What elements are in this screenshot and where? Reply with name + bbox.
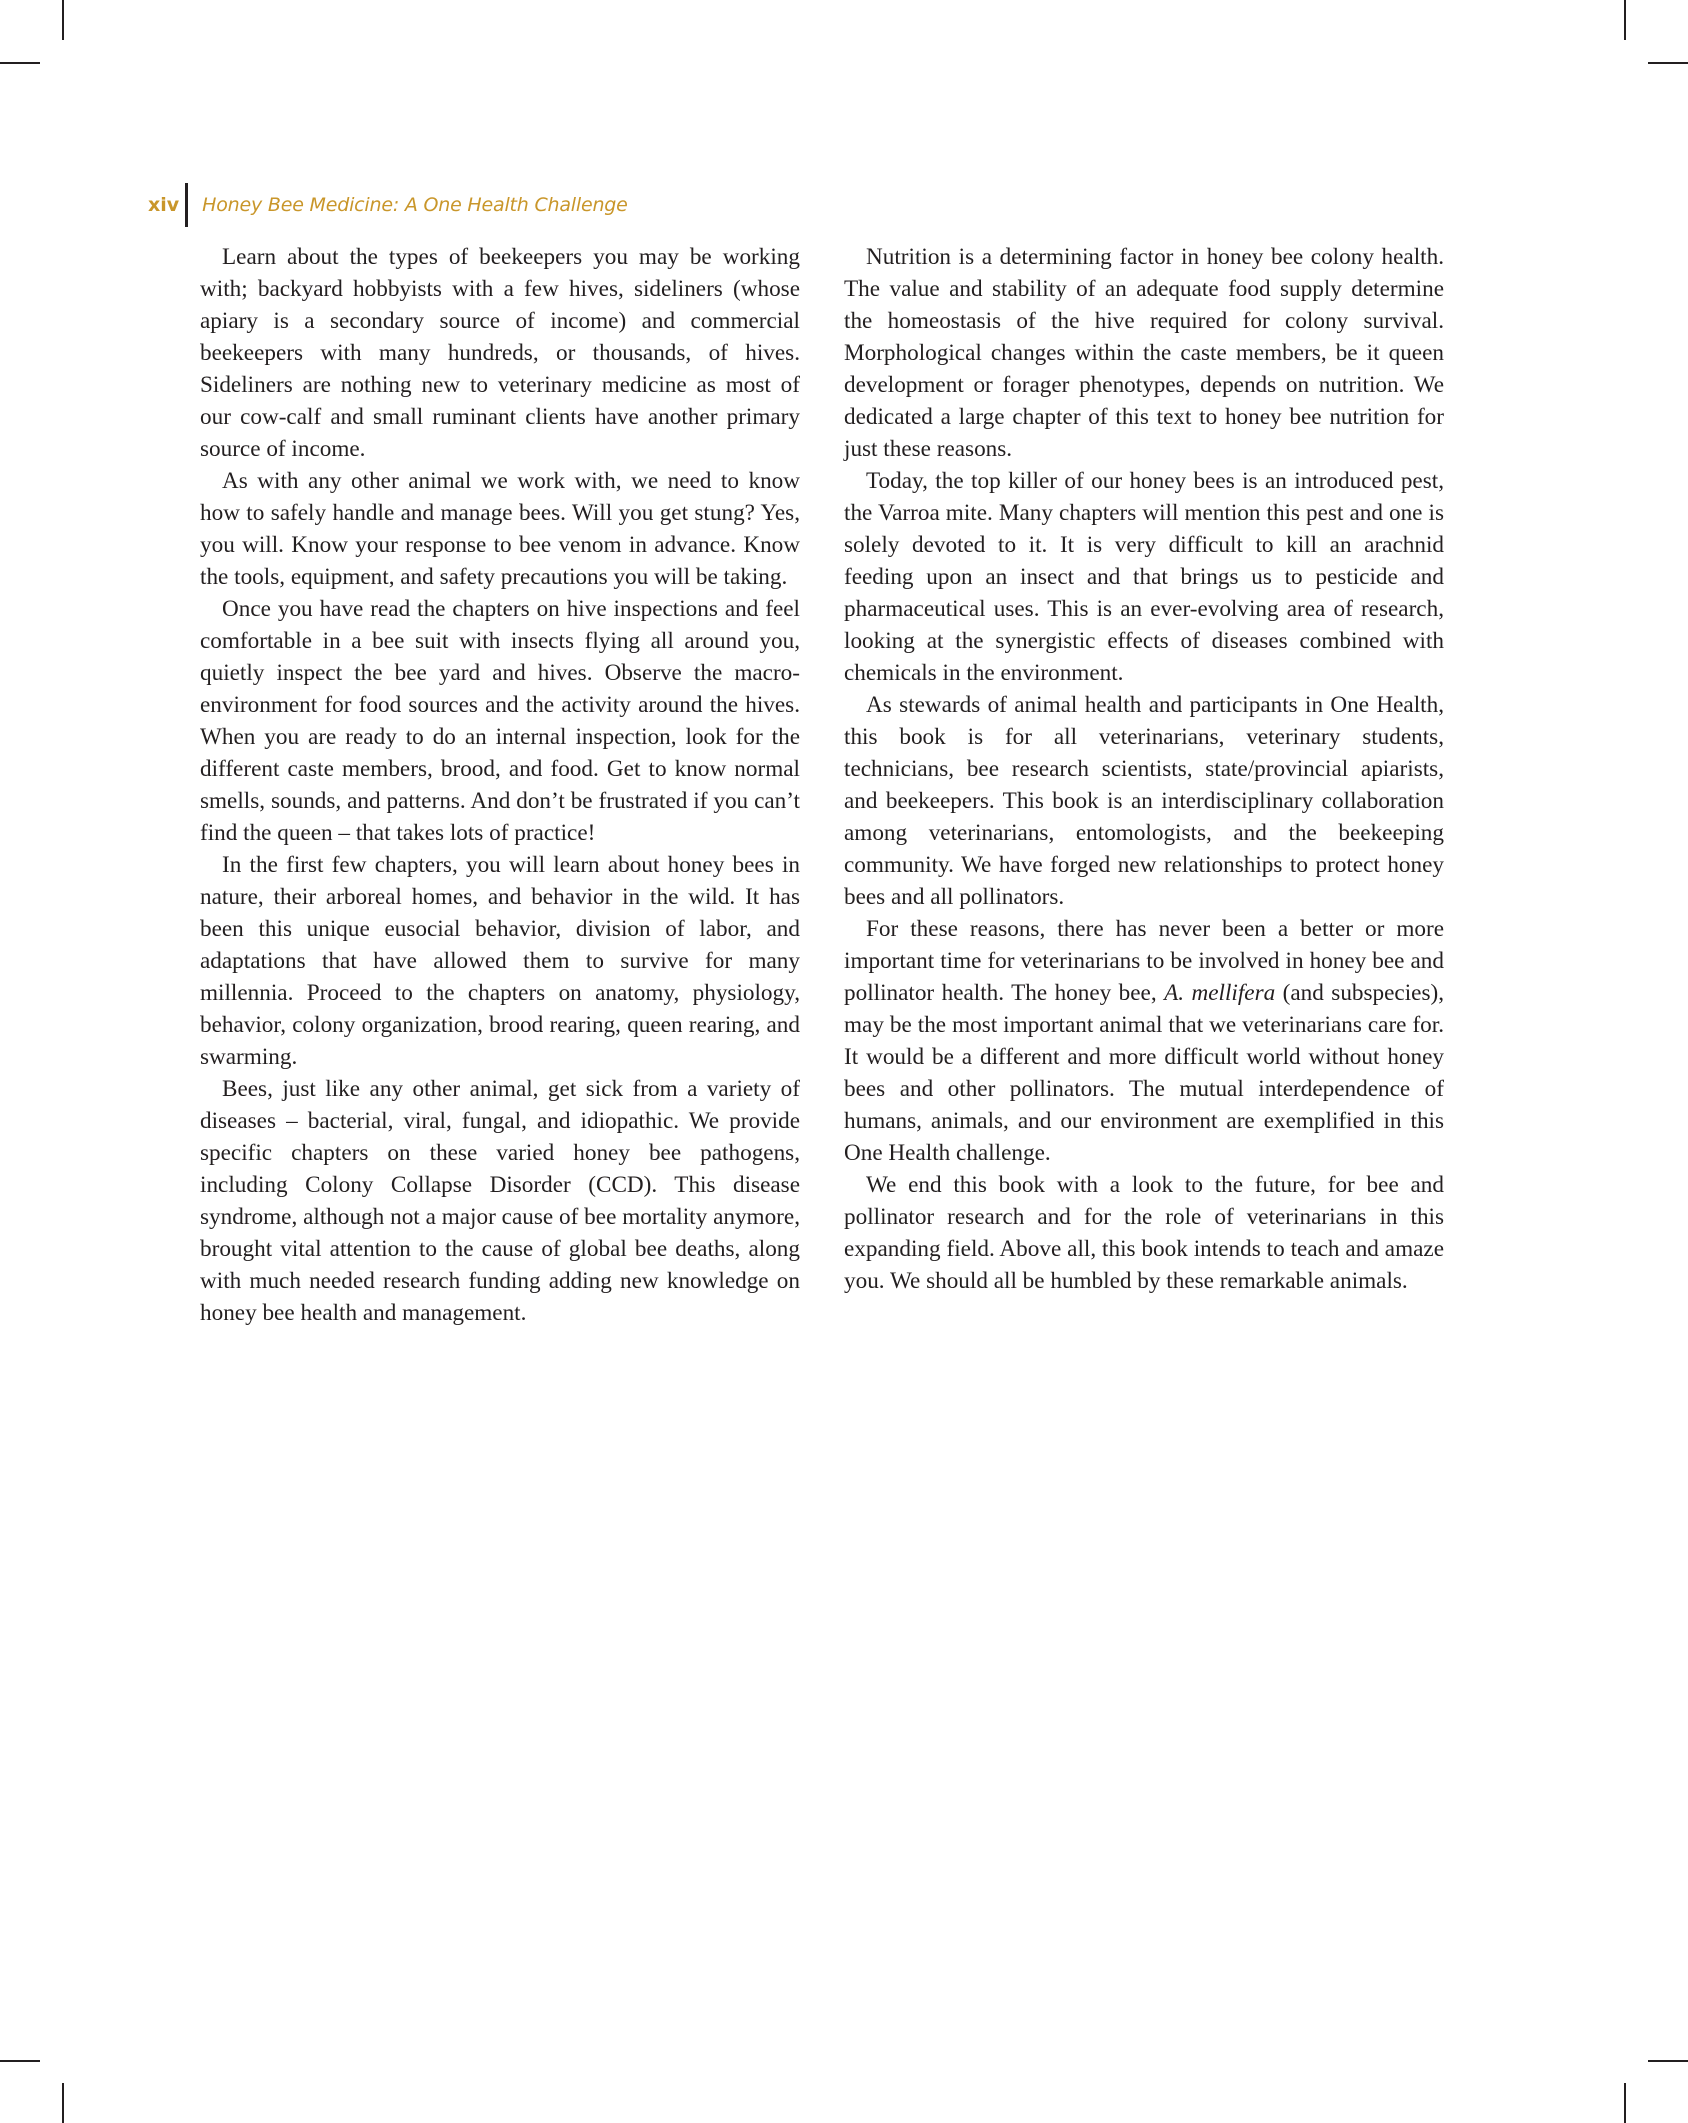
species-name: A. mellifera xyxy=(1164,980,1276,1006)
running-head xyxy=(148,183,628,227)
paragraph: We end this book with a look to the future, for bee and pollinator research and for the role of veterinarians in this expanding field. Above all, this book intends to teach and amaze you. We should all be humbled by these remarkable animals. xyxy=(844,1172,1444,1294)
paragraph: Learn about the types of beekeepers you may be working with; backyard hobbyists with a few hives, sideliners (whose apiary is a secondary source of income) and commercial beekeepers with many hundreds, or thousands, of hives. Sideliners are nothing new to veterinary medicine as most of our cow-calf and small ruminant clients have another primary source of income. xyxy=(200,244,800,462)
crop-mark-bottom-left-horizontal xyxy=(0,2060,40,2062)
paragraph: Today, the top killer of our honey bees is an introduced pest, the Varroa mite. Many chapters will mention this pest and one is solely devoted to it. It is very difficult to kill an arachnid feeding upon an insect and that brings us to pesticide and pharmaceutical uses. This is an ever-evolving area of research, looking at the synergistic effects of diseases combined with chemicals in the environment. xyxy=(844,468,1444,686)
paragraph: As stewards of animal health and participants in One Health, this book is for all veterinarians, veterinary students, technicians, bee research scientists, state/provincial apiarists, and beekeepers. This book is an interdisciplinary collaboration among veterinarians, entomologists, and the beekeeping community. We have forged new relationships to protect honey bees and all pollinators. xyxy=(844,692,1444,910)
left-text-column xyxy=(200,241,800,1329)
page-number: xiv xyxy=(148,194,180,216)
crop-mark-top-left-horizontal xyxy=(0,62,40,64)
paragraph: Once you have read the chapters on hive inspections and feel comfortable in a bee suit with insects flying all around you, quietly inspect the bee yard and hives. Observe the macro-environment for food sources and the activity around the hives. When you are ready to do an internal inspection, look for the different caste members, brood, and food. Get to know normal smells, sounds, and patterns. And don’t be frustrated if you can’t find the queen – that takes lots of practice! xyxy=(200,596,800,846)
paragraph: Bees, just like any other animal, get sick from a variety of diseases – bacterial, viral, fungal, and idiopathic. We provide specific chapters on these varied honey bee pathogens, including Colony Collapse Disorder (CCD). This disease syndrome, although not a major cause of bee mortality anymore, brought vital attention to the cause of global bee deaths, along with much needed research funding adding new knowledge on honey bee health and management. xyxy=(200,1076,800,1326)
book-title: Honey Bee Medicine: A One Health Challenge xyxy=(202,194,628,216)
crop-mark-bottom-right-horizontal xyxy=(1648,2060,1688,2062)
crop-mark-bottom-right-vertical xyxy=(1624,2083,1626,2123)
paragraph xyxy=(844,913,1444,1169)
paragraph: As with any other animal we work with, we need to know how to safely handle and manage bees. Will you get stung? Yes, you will. Know your response to bee venom in advance. Know the tools, equipment, and safety precautions you will be taking. xyxy=(200,468,800,590)
crop-mark-top-right-horizontal xyxy=(1648,62,1688,64)
crop-mark-bottom-left-vertical xyxy=(62,2083,64,2123)
paragraph-text: For these reasons, there has never been a better or more important time for veterinarians to be involved in honey bee and pollinator health. The honey bee, xyxy=(844,916,1444,1006)
paragraph: In the first few chapters, you will learn about honey bees in nature, their arboreal homes, and behavior in the wild. It has been this unique eusocial behavior, division of labor, and adaptations that have allowed them to survive for many millennia. Proceed to the chapters on anatomy, physiology, behavior, colony organization, brood rearing, queen rearing, and swarming. xyxy=(200,852,800,1070)
right-text-column xyxy=(844,241,1444,1297)
crop-mark-top-right-vertical xyxy=(1624,0,1626,40)
paragraph: Nutrition is a determining factor in honey bee colony health. The value and stability of an adequate food supply determine the homeostasis of the hive required for colony survival. Morphological changes within the caste members, be it queen development or forager phenotypes, depends on nutrition. We dedicated a large chapter of this text to honey bee nutrition for just these reasons. xyxy=(844,244,1444,462)
paragraph-text: (and subspecies), may be the most important animal that we veterinarians care for. It would be a different and more difficult world without honey bees and other pollinators. The mutual interdependence of humans, animals, and our environment are exemplified in this One Health challenge. xyxy=(844,980,1444,1166)
crop-mark-top-left-vertical xyxy=(62,0,64,40)
running-head-rule xyxy=(185,183,188,227)
